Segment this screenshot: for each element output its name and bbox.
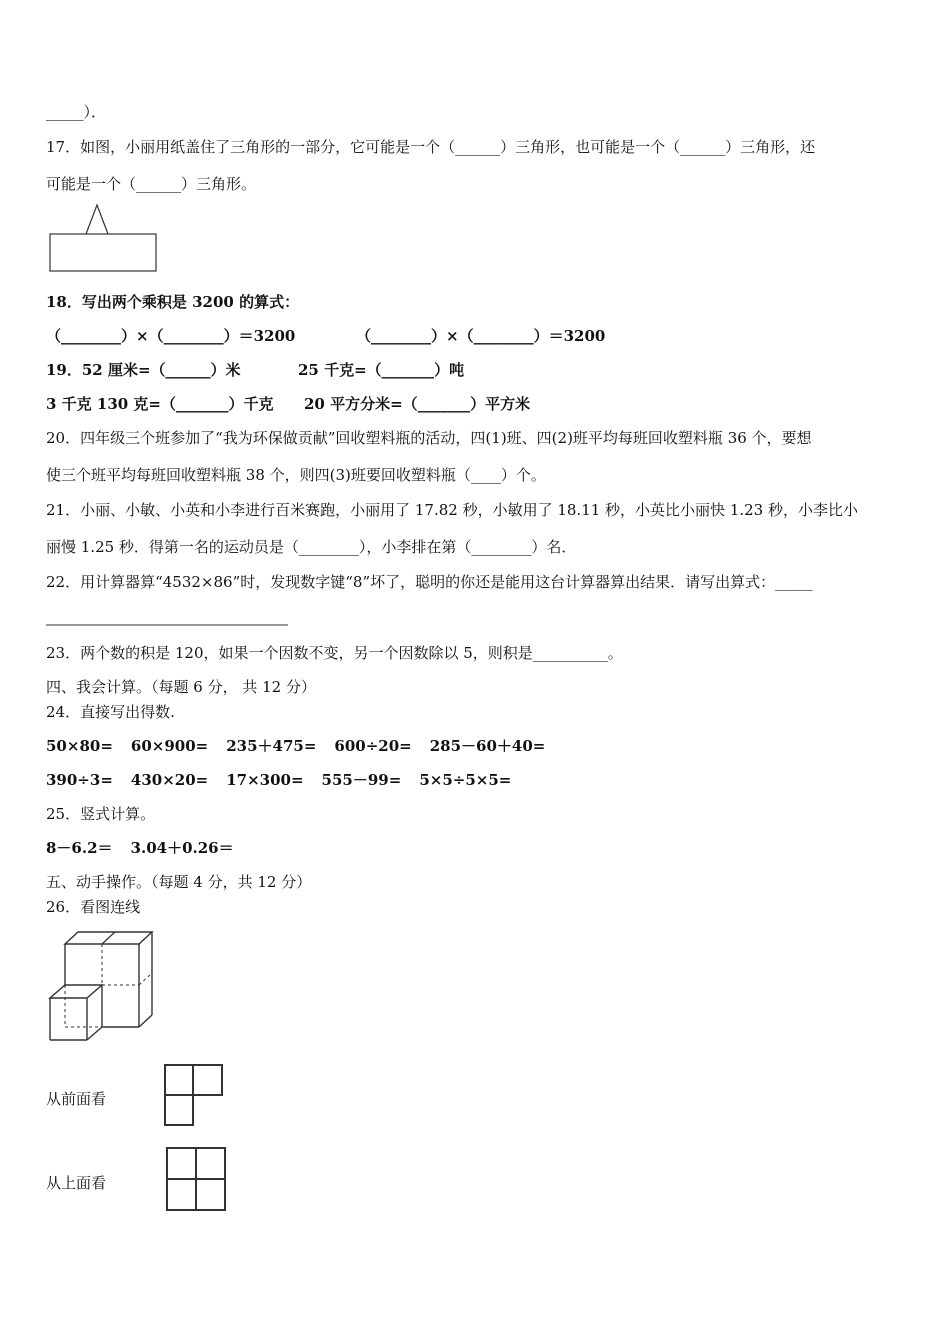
question-17-line-2: 可能是一个（______）三角形。 xyxy=(46,175,257,193)
calc-item: 60×900= xyxy=(130,737,209,755)
question-19-item-3: 3 千克 130 克=（_______）千克 xyxy=(46,395,274,413)
question-19-item-4: 20 平方分米=（_______）平方米 xyxy=(304,395,531,413)
question-24-title: 24．直接写出得数. xyxy=(46,703,175,721)
calc-item: 5×5÷5×5= xyxy=(419,771,512,789)
calc-item: 285－60＋40= xyxy=(429,737,546,755)
question-20-line-2: 使三个班平均每班回收塑料瓶 38 个，则四(3)班要回收塑料瓶（____）个。 xyxy=(46,466,546,484)
question-18-title: 18．写出两个乘积是 3200 的算式： xyxy=(46,293,300,311)
calc-item: 3.04＋0.26＝ xyxy=(130,839,234,857)
question-23-line: 23．两个数的积是 120，如果一个因数不变，另一个因数除以 5，则积是__________。 xyxy=(46,644,623,662)
calc-item: 555－99= xyxy=(321,771,402,789)
blank-continuation: _____）． xyxy=(46,103,107,121)
section-5-heading: 五、动手操作。（每题 4 分，共 12 分） xyxy=(46,873,312,891)
question-17-line-1: 17．如图，小丽用纸盖住了三角形的一部分，它可能是一个（______）三角形，也可能是一个（______）三角形，还 xyxy=(46,138,816,156)
question-19-item-1: 19．52 厘米=（______）米 xyxy=(46,361,241,379)
calc-item: 17×300= xyxy=(226,771,304,789)
top-view-label: 从上面看 xyxy=(46,1174,107,1192)
question-21-line-1: 21．小丽、小敏、小英和小李进行百米赛跑，小丽用了 17.82 秒，小敏用了 18.11 秒，小英比小丽快 1.23 秒，小李比小 xyxy=(46,501,858,519)
question-22-line: 22．用计算器算“4532×86”时，发现数字键“8”坏了，聪明的你还是能用这台计算器算出结果．请写出算式：_____ xyxy=(46,573,813,591)
question-21-line-2: 丽慢 1.25 秒．得第一名的运动员是（________），小李排在第（________）名． xyxy=(46,538,577,556)
question-18-expr-2: （________）×（________）＝3200 xyxy=(356,327,606,345)
calc-item: 50×80= xyxy=(46,737,113,755)
question-26-title: 26．看图连线 xyxy=(46,898,141,916)
question-18-expr-1: （________）×（________）＝3200 xyxy=(46,327,296,345)
calc-item: 600÷20= xyxy=(334,737,412,755)
calc-item: 235＋475= xyxy=(226,737,317,755)
question-19-item-2: 25 千克=（_______）吨 xyxy=(298,361,465,379)
section-4-heading: 四、我会计算。（每题 6 分， 共 12 分） xyxy=(46,678,316,696)
calc-item: 390÷3= xyxy=(46,771,113,789)
question-20-line-1: 20．四年级三个班参加了“我为环保做贡献”回收塑料瓶的活动，四(1)班、四(2)班平均每班回收塑料瓶 36 个，要想 xyxy=(46,429,812,447)
calc-item: 430×20= xyxy=(130,771,209,789)
question-25-title: 25．竖式计算。 xyxy=(46,805,156,823)
calc-item: 8－6.2＝ xyxy=(46,839,113,857)
front-view-label: 从前面看 xyxy=(46,1090,107,1108)
